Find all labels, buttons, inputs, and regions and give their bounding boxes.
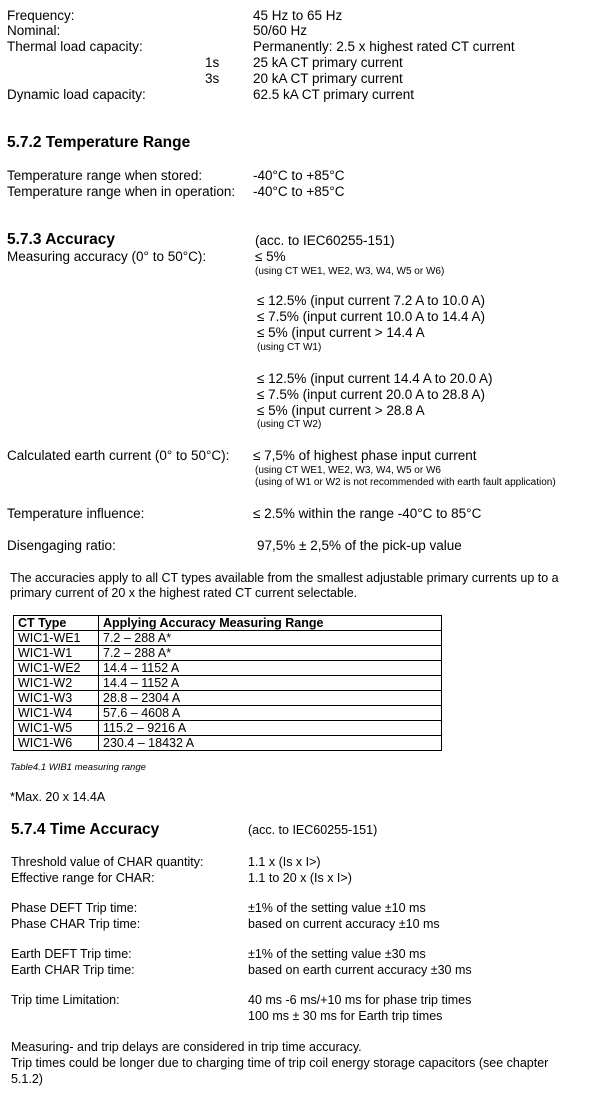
trip-limitation-value2: 100 ms ± 30 ms for Earth trip times	[248, 1009, 443, 1023]
table-cell-ct-type: WIC1-W3	[14, 691, 99, 706]
table-footnote: *Max. 20 x 14.4A	[10, 790, 106, 804]
table-row	[14, 646, 442, 661]
accuracy-paragraph-line2: primary current of 20 x the highest rated CT current selectable.	[10, 586, 358, 600]
w2-accuracy-line3: ≤ 5% (input current > 28.8 A	[257, 403, 425, 418]
w2-accuracy-line2: ≤ 7.5% (input current 20.0 A to 28.8 A)	[257, 387, 486, 402]
table-cell-ct-type: WIC1-W1	[14, 646, 99, 661]
table-cell-ct-type: WIC1-W2	[14, 676, 99, 691]
temperature-influence-label: Temperature influence:	[7, 506, 145, 521]
table-row	[14, 691, 442, 706]
table-row	[14, 661, 442, 676]
earth-current-label: Calculated earth current (0° to 50°C):	[7, 448, 230, 463]
disengaging-ratio-label: Disengaging ratio:	[7, 538, 116, 553]
table-cell-ct-type: WIC1-WE1	[14, 631, 99, 646]
temperature-influence-value: ≤ 2.5% within the range -40°C to 85°C	[253, 506, 482, 521]
table-cell-ct-type: WIC1-W6	[14, 736, 99, 751]
effective-range-label: Effective range for CHAR:	[11, 871, 155, 885]
trip-limitation-label: Trip time Limitation:	[11, 993, 120, 1007]
phase-char-value: based on current accuracy ±10 ms	[248, 917, 440, 931]
table-caption: Table4.1 WIB1 measuring range	[10, 762, 146, 773]
temp-operation-value: -40°C to +85°C	[253, 184, 345, 199]
w1-accuracy-line2: ≤ 7.5% (input current 10.0 A to 14.4 A)	[257, 309, 486, 324]
w1-accuracy-line1: ≤ 12.5% (input current 7.2 A to 10.0 A)	[257, 293, 486, 308]
table-cell-ct-type: WIC1-W5	[14, 721, 99, 736]
w2-accuracy-note: (using CT W2)	[257, 419, 322, 430]
table-cell-range: 28.8 – 2304 A	[99, 691, 442, 706]
dynamic-load-label: Dynamic load capacity:	[7, 87, 146, 102]
temp-operation-label: Temperature range when in operation:	[7, 184, 236, 199]
table-cell-range: 115.2 – 9216 A	[99, 721, 442, 736]
earth-char-value: based on earth current accuracy ±30 ms	[248, 963, 472, 977]
w2-accuracy-line1: ≤ 12.5% (input current 14.4 A to 20.0 A)	[257, 371, 493, 386]
measuring-accuracy-label: Measuring accuracy (0° to 50°C):	[7, 249, 207, 264]
phase-char-label: Phase CHAR Trip time:	[11, 917, 141, 931]
phase-deft-value: ±1% of the setting value ±10 ms	[248, 901, 426, 915]
temp-stored-label: Temperature range when stored:	[7, 168, 203, 183]
effective-range-value: 1.1 to 20 x (Is x I>)	[248, 871, 352, 885]
nominal-value: 50/60 Hz	[253, 23, 308, 38]
disengaging-ratio-value: 97,5% ± 2,5% of the pick-up value	[257, 538, 462, 553]
time-accuracy-standard: (acc. to IEC60255-151)	[248, 823, 378, 837]
thermal-load-value: Permanently: 2.5 x highest rated CT current	[253, 39, 515, 54]
table-cell-ct-type: WIC1-W4	[14, 706, 99, 721]
table-row	[14, 706, 442, 721]
earth-char-label: Earth CHAR Trip time:	[11, 963, 135, 977]
thermal-3s-label: 3s	[205, 71, 220, 86]
threshold-label: Threshold value of CHAR quantity:	[11, 855, 204, 869]
temp-stored-value: -40°C to +85°C	[253, 168, 345, 183]
table-row	[14, 631, 442, 646]
table-row	[14, 721, 442, 736]
thermal-1s-label: 1s	[205, 55, 220, 70]
thermal-1s-value: 25 kA CT primary current	[253, 55, 403, 70]
accuracy-standard: (acc. to IEC60255-151)	[255, 233, 395, 248]
ct-range-table	[13, 615, 442, 751]
phase-deft-label: Phase DEFT Trip time:	[11, 901, 138, 915]
table-cell-range: 7.2 – 288 A*	[99, 646, 442, 661]
time-note-line3: 5.1.2)	[11, 1072, 43, 1086]
earth-deft-label: Earth DEFT Trip time:	[11, 947, 132, 961]
earth-current-note1: (using CT WE1, WE2, W3, W4, W5 or W6	[255, 465, 441, 476]
accuracy-paragraph-line1: The accuracies apply to all CT types available from the smallest adjustable primary currents up to a	[10, 571, 559, 585]
threshold-value: 1.1 x (Is x I>)	[248, 855, 321, 869]
thermal-3s-value: 20 kA CT primary current	[253, 71, 403, 86]
measuring-accuracy-note: (using CT WE1, WE2, W3, W4, W5 or W6)	[255, 266, 445, 277]
section-heading-accuracy: 5.7.3 Accuracy	[7, 231, 116, 248]
frequency-value: 45 Hz to 65 Hz	[253, 8, 343, 23]
frequency-label: Frequency:	[7, 8, 75, 23]
table-header-range: Applying Accuracy Measuring Range	[99, 616, 442, 631]
table-row	[14, 676, 442, 691]
table-header-row	[14, 616, 442, 631]
table-header-ct-type: CT Type	[14, 616, 99, 631]
earth-current-note2: (using of W1 or W2 is not recommended with earth fault application)	[255, 477, 556, 488]
nominal-label: Nominal:	[7, 23, 61, 38]
dynamic-load-value: 62.5 kA CT primary current	[253, 87, 415, 102]
time-note-line1: Measuring- and trip delays are considered in trip time accuracy.	[11, 1040, 362, 1054]
section-heading-time-accuracy: 5.7.4 Time Accuracy	[11, 821, 160, 838]
section-heading-temperature: 5.7.2 Temperature Range	[7, 134, 191, 151]
thermal-load-label: Thermal load capacity:	[7, 39, 143, 54]
table-cell-range: 57.6 – 4608 A	[99, 706, 442, 721]
w1-accuracy-line3: ≤ 5% (input current > 14.4 A	[257, 325, 425, 340]
table-cell-range: 230.4 – 18432 A	[99, 736, 442, 751]
time-note-line2: Trip times could be longer due to charging time of trip coil energy storage capacitors (see chapter	[11, 1056, 549, 1070]
trip-limitation-value1: 40 ms -6 ms/+10 ms for phase trip times	[248, 993, 472, 1007]
earth-deft-value: ±1% of the setting value ±30 ms	[248, 947, 426, 961]
table-cell-ct-type: WIC1-WE2	[14, 661, 99, 676]
table-cell-range: 7.2 – 288 A*	[99, 631, 442, 646]
measuring-accuracy-value: ≤ 5%	[255, 249, 286, 264]
earth-current-value: ≤ 7,5% of highest phase input current	[253, 448, 477, 463]
table-cell-range: 14.4 – 1152 A	[99, 676, 442, 691]
w1-accuracy-note: (using CT W1)	[257, 342, 322, 353]
table-cell-range: 14.4 – 1152 A	[99, 661, 442, 676]
table-row	[14, 736, 442, 751]
